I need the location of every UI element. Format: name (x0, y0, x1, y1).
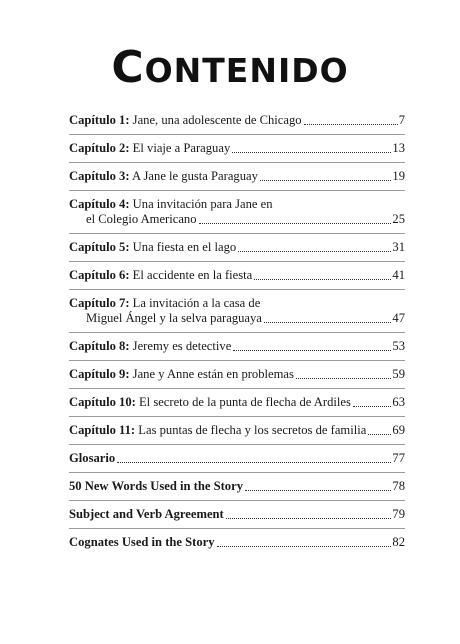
divider (69, 444, 405, 445)
entry-title: Jane y Anne están en problemas (129, 367, 294, 381)
page-number: 19 (392, 169, 405, 183)
entry-title: El accidente en la fiesta (129, 268, 253, 282)
entry-label: Glosario (69, 451, 116, 465)
dot-leader (264, 322, 392, 323)
entry-label: Capítulo 3: (69, 169, 130, 183)
entry-label: 50 New Words Used in the Story (69, 479, 243, 493)
entry-title: A Jane le gusta Paraguay (129, 169, 258, 183)
divider (69, 233, 405, 234)
dot-leader (304, 124, 398, 125)
page-number: 82 (392, 535, 405, 549)
page-number: 69 (392, 423, 405, 437)
dot-leader (238, 251, 391, 252)
entry-label: Cognates Used in the Story (69, 535, 215, 549)
toc-entry-chapter-9[interactable] (69, 367, 405, 382)
entry-label: Capítulo 7: (69, 296, 130, 310)
toc-entry-glosario[interactable] (69, 451, 405, 466)
divider (69, 162, 405, 163)
divider (69, 472, 405, 473)
title-initial: C (111, 42, 145, 93)
toc-entry-subject-verb[interactable] (69, 507, 405, 522)
dot-leader (260, 180, 392, 181)
page-number: 77 (392, 451, 405, 465)
dot-leader (232, 152, 391, 153)
entry-label: Capítulo 10: (69, 395, 136, 409)
entry-title: Las puntas de flecha y los secretos de familia (135, 423, 367, 437)
dot-leader (233, 350, 391, 351)
dot-leader (245, 490, 391, 491)
entry-label: Capítulo 4: (69, 197, 130, 211)
page-number: 53 (392, 339, 405, 353)
entry-title: Una invitación para Jane en (129, 197, 273, 211)
entry-label: Capítulo 8: (69, 339, 130, 353)
entry-label: Capítulo 11: (69, 423, 136, 437)
title-rest: ONTENIDO (144, 51, 349, 90)
divider (69, 190, 405, 191)
dot-leader (117, 462, 391, 463)
entry-title: El viaje a Paraguay (129, 141, 231, 155)
page-number: 78 (392, 479, 405, 493)
toc-entry-cognates[interactable] (69, 535, 405, 550)
dot-leader (296, 378, 392, 379)
page-number: 79 (392, 507, 405, 521)
divider (69, 500, 405, 501)
table-of-contents (69, 113, 405, 550)
divider (69, 360, 405, 361)
toc-entry-chapter-2[interactable] (69, 141, 405, 156)
dot-leader (368, 434, 391, 435)
dot-leader (217, 546, 392, 547)
toc-entry-chapter-11[interactable] (69, 423, 405, 438)
toc-entry-chapter-6[interactable] (69, 268, 405, 283)
divider (69, 261, 405, 262)
entry-label: Capítulo 9: (69, 367, 130, 381)
dot-leader (254, 279, 391, 280)
entry-title: El secreto de la punta de flecha de Ardiles (135, 395, 351, 409)
entry-label: Capítulo 5: (69, 240, 130, 254)
page-number: 7 (398, 113, 405, 127)
toc-entry-chapter-1[interactable] (69, 113, 405, 128)
divider (69, 134, 405, 135)
page-number: 47 (392, 311, 405, 325)
entry-label: Capítulo 1: (69, 113, 130, 127)
page-number: 31 (392, 240, 405, 254)
toc-entry-chapter-4[interactable] (69, 197, 405, 227)
page-title (0, 42, 460, 93)
entry-title: Jeremy es detective (129, 339, 232, 353)
entry-title: Una fiesta en el lago (129, 240, 237, 254)
page-number: 13 (392, 141, 405, 155)
entry-label: Capítulo 6: (69, 268, 130, 282)
dot-leader (353, 406, 392, 407)
toc-entry-chapter-7[interactable] (69, 296, 405, 326)
entry-title-continued: Miguel Ángel y la selva paraguaya (86, 311, 262, 325)
divider (69, 528, 405, 529)
divider (69, 416, 405, 417)
page-number: 41 (392, 268, 405, 282)
entry-title-continued: el Colegio Americano (86, 212, 197, 226)
toc-entry-chapter-10[interactable] (69, 395, 405, 410)
toc-entry-chapter-3[interactable] (69, 169, 405, 184)
page-number: 59 (392, 367, 405, 381)
toc-entry-chapter-8[interactable] (69, 339, 405, 354)
entry-title: Jane, una adolescente de Chicago (129, 113, 302, 127)
entry-label: Capítulo 2: (69, 141, 130, 155)
toc-entry-chapter-5[interactable] (69, 240, 405, 255)
dot-leader (226, 518, 392, 519)
divider (69, 388, 405, 389)
dot-leader (199, 223, 392, 224)
entry-label: Subject and Verb Agreement (69, 507, 224, 521)
toc-entry-new-words[interactable] (69, 479, 405, 494)
divider (69, 332, 405, 333)
page-number: 25 (392, 212, 405, 226)
divider (69, 289, 405, 290)
page-number: 63 (392, 395, 405, 409)
entry-title: La invitación a la casa de (129, 296, 261, 310)
